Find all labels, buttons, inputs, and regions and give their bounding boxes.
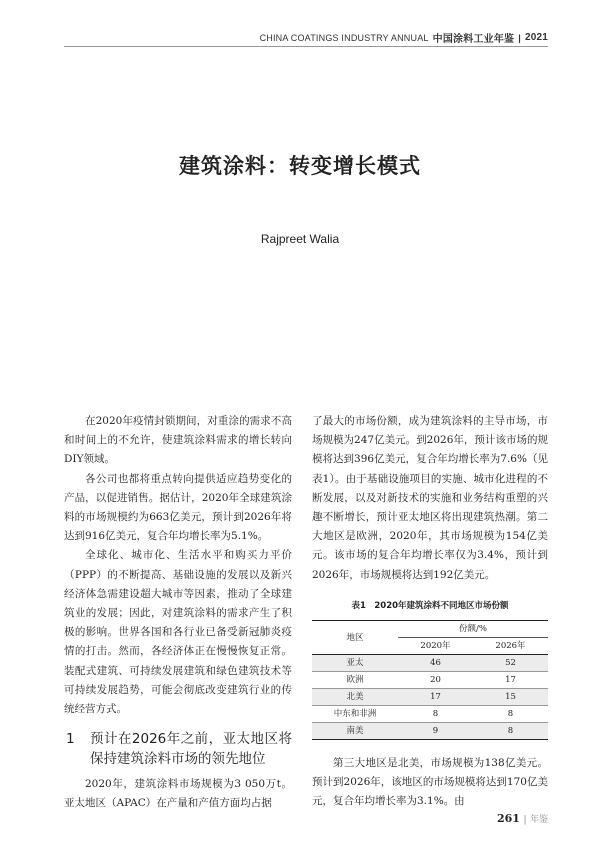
table-cell-region: 中东和非洲 — [312, 706, 398, 723]
paragraph: 在2020年疫情封锁期间，对重涂的需求不高和时间上的不允许，使建筑涂料需求的增长转向DIY领域。 — [64, 415, 292, 466]
footer-label: 年鉴 — [529, 815, 548, 825]
table-header-share: 份额/% — [398, 621, 548, 638]
table-row — [312, 672, 548, 689]
table-cell-value: 8 — [473, 723, 548, 740]
table-row — [312, 689, 548, 706]
paragraph: 2020年，建筑涂料市场规模为3 050万t。亚太地区（APAC）在产量和产值方面均占据 — [64, 778, 292, 810]
journal-name-cn: 中国涂料工业年鉴 — [432, 34, 515, 45]
journal-name-en: CHINA COATINGS INDUSTRY ANNUAL — [259, 32, 429, 43]
right-column — [312, 412, 548, 812]
header-separator: | — [518, 32, 521, 43]
market-share-table — [312, 620, 548, 740]
table-cell-region: 南美 — [312, 723, 398, 740]
section-title: 预计在2026年之前，亚太地区将保持建筑涂料市场的领先地位 — [90, 731, 292, 768]
table-cell-value: 17 — [398, 689, 473, 706]
table-row — [312, 655, 548, 672]
table-cell-value: 46 — [398, 655, 473, 672]
table-cell-value: 52 — [473, 655, 548, 672]
article-author: Rajpreet Walia — [260, 232, 340, 246]
section-number: 1 — [66, 731, 75, 748]
journal-year: 2021 — [524, 32, 548, 43]
table-cell-region: 欧洲 — [312, 672, 398, 689]
table-row — [312, 723, 548, 740]
section-heading — [64, 729, 292, 769]
page-header — [260, 30, 548, 45]
header-divider — [64, 46, 548, 47]
page-footer — [497, 812, 548, 825]
table-header-year: 2026年 — [473, 638, 548, 655]
paragraph: 第三大地区是北美，市场规模为138亿美元。预计到2026年，该地区的市场规模将达到170亿美元，复合年均增长率为3.1%。由 — [312, 757, 548, 808]
table-cell-value: 15 — [473, 689, 548, 706]
paragraph: 了最大的市场份额，成为建筑涂料的主导市场，市场规模为247亿美元。到2026年，预计该市场的规模将达到396亿美元，复合年均增长率为7.6%（见表1）。由于基础设施项目的实施、城市化进程的不断发展，以及对新技术的实施和业务结构重塑的兴趣不断增长，预计亚太地区将出现建筑热潮。第二大地区是欧洲，2020年，其市场规模为154亿美元。该市场的复合年均增长率仅为3.4%，预计到2026年，市场规模将达到192亿美元。 — [312, 415, 548, 581]
table-header-year: 2020年 — [398, 638, 473, 655]
left-column — [64, 412, 292, 814]
table-cell-value: 8 — [473, 706, 548, 723]
table-cell-region: 亚太 — [312, 655, 398, 672]
table-cell-value: 9 — [398, 723, 473, 740]
article-title: 建筑涂料：转变增长模式 — [179, 154, 421, 178]
footer-separator: | — [523, 815, 527, 825]
table-cell-value: 8 — [398, 706, 473, 723]
paragraph: 各公司也都将重点转向提供适应趋势变化的产品，以促进销售。据估计，2020年全球建筑涂料的市场规模约为663亿美元，预计到2026年将达到916亿美元，复合年均增长率为5.1%。 — [64, 472, 292, 543]
table-cell-region: 北美 — [312, 689, 398, 706]
table-cell-value: 17 — [473, 672, 548, 689]
page-number: 261 — [496, 812, 520, 825]
paragraph: 全球化、城市化、生活水平和购买力平价（PPP）的不断提高、基础设施的发展以及新兴经济体急需建设超大城市等因素，推动了全球建筑业的发展；因此，对建筑涂料的需求产生了积极的影响。世界各国和各行业已备受新冠肺炎疫情的打击。然而，各经济体正在慢慢恢复正常。装配式建筑、可持续发展建筑和绿色建筑技术等可持续发展趋势，可能会彻底改变建筑行业的传统经营方式。 — [64, 549, 292, 716]
table-row — [312, 706, 548, 723]
table-header-region: 地区 — [312, 621, 398, 655]
table-caption: 表1 2020年建筑涂料不同地区市场份额 — [351, 600, 509, 611]
table-cell-value: 20 — [398, 672, 473, 689]
